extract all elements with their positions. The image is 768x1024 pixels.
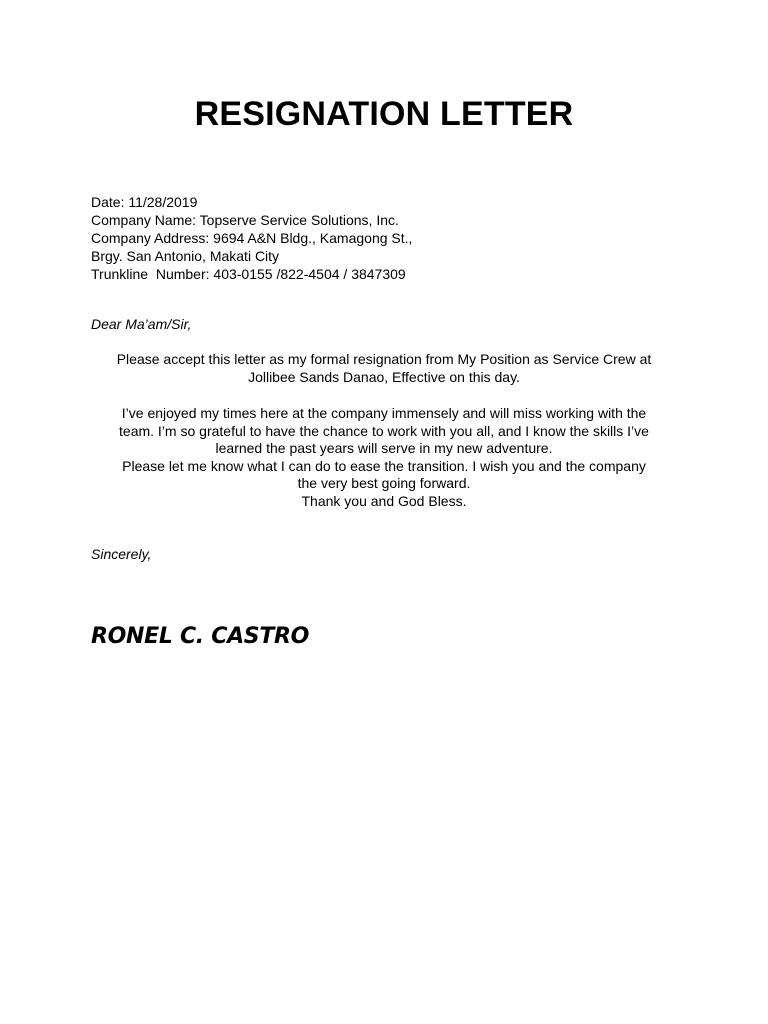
paragraph-line: team. I’m so grateful to have the chance to work with you all, and I know the skills I’ve [119,422,649,439]
paragraph-line: I’ve enjoyed my times here at the company immensely and will miss working with the [121,405,647,421]
trunkline-number-line: Trunkline Number: 403-0155 /822-4504 / 3847309 [91,266,406,282]
resignation-paragraph [91,351,677,386]
date-line: Date: 11/28/2019 [91,194,198,210]
closing: Sincerely, [91,546,152,562]
company-name-line: Company Name: Topserve Service Solutions, Inc. [91,212,399,228]
paragraph-line: Jollibee Sands Danao, Effective on this day. [248,368,520,385]
gratitude-paragraph [91,405,677,510]
company-address-line-2: Brgy. San Antonio, Makati City [91,248,280,264]
letter-title: RESIGNATION LETTER [194,95,574,133]
signature-name: RONEL C. CASTRO [91,624,310,649]
paragraph-line: Please accept this letter as my formal resignation from My Position as Service Crew at [116,351,652,367]
company-info-block [91,193,691,283]
paragraph-line: Please let me know what I can do to ease the transition. I wish you and the company [122,457,646,474]
salutation: Dear Ma’am/Sir, [91,316,192,332]
company-address-line: Company Address: 9694 A&N Bldg., Kamagong St., [91,230,413,246]
paragraph-line: learned the past years will serve in my new adventure. [215,440,553,456]
paragraph-line: Thank you and God Bless. [301,492,467,509]
paragraph-line: the very best going forward. [297,475,471,491]
